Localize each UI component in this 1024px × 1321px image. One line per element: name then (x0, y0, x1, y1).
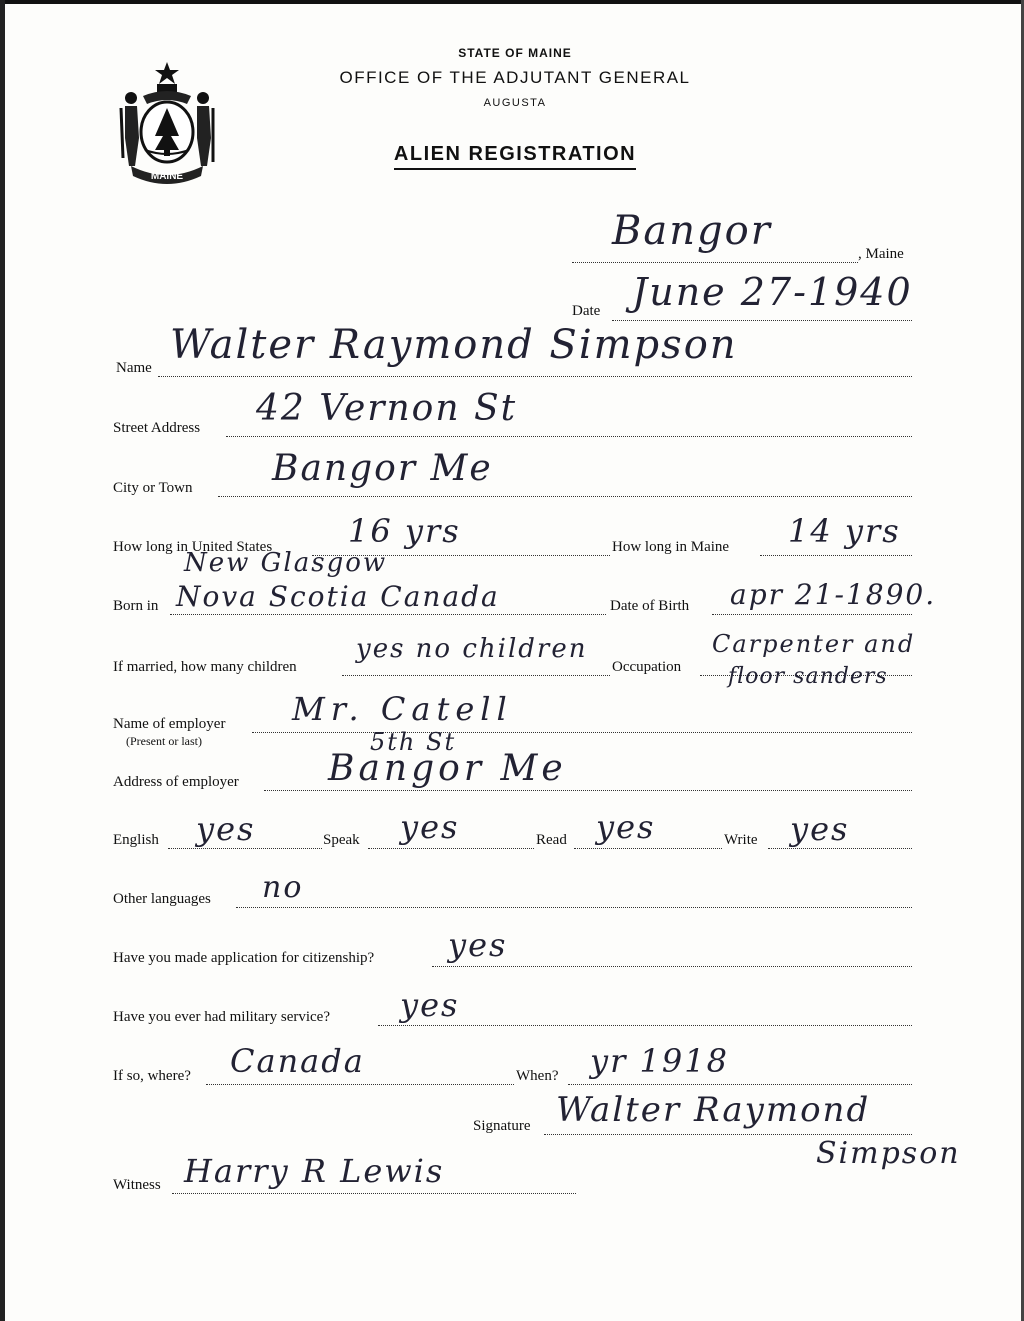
witness-label: Witness (113, 1177, 161, 1193)
where-line (206, 1084, 514, 1085)
other-languages-label: Other languages (113, 891, 211, 907)
other-languages-value: no (262, 870, 304, 905)
married-children-label: If married, how many children (113, 659, 297, 675)
maine-label: , Maine (858, 246, 904, 262)
city-label: City or Town (113, 480, 193, 496)
speak-line (368, 848, 534, 849)
write-value: yes (790, 810, 850, 848)
where-label: If so, where? (113, 1068, 191, 1084)
city-line (218, 496, 912, 497)
born-in-value-line1: New Glasgow (184, 548, 388, 578)
how-long-maine-line (760, 555, 912, 556)
employer-address-value-line1: 5th St (370, 728, 457, 756)
military-value: yes (400, 986, 460, 1024)
citizenship-label: Have you made application for citizenship? (113, 950, 375, 966)
read-line (574, 848, 722, 849)
witness-value: Harry R Lewis (184, 1152, 445, 1190)
header-state: STATE OF MAINE (458, 46, 572, 60)
date-label: Date (572, 303, 601, 319)
place-value: Bangor (612, 208, 772, 254)
street-address-value: 42 Vernon St (256, 388, 518, 429)
date-of-birth-line (712, 614, 912, 615)
write-line (768, 848, 912, 849)
occupation-value-line1: Carpenter and (712, 630, 916, 658)
military-line (378, 1025, 912, 1026)
other-languages-line (236, 907, 912, 908)
married-children-line (342, 675, 610, 676)
where-value: Canada (230, 1042, 365, 1080)
svg-text:MAINE: MAINE (150, 171, 184, 182)
speak-label: Speak (323, 832, 360, 848)
employer-address-label: Address of employer (113, 774, 239, 790)
city-value: Bangor Me (272, 448, 493, 489)
occupation-label: Occupation (612, 659, 682, 675)
married-children-value: yes no children (356, 634, 588, 664)
employer-present-or-last-note: (Present or last) (126, 734, 202, 748)
read-label: Read (536, 832, 567, 848)
scan-border-top (0, 0, 1024, 4)
military-label: Have you ever had military service? (113, 1009, 330, 1025)
date-of-birth-value: apr 21-1890. (730, 578, 937, 611)
occupation-value-line2: floor sanders (728, 664, 888, 689)
citizenship-value: yes (448, 926, 508, 964)
how-long-maine-value: 14 yrs (788, 512, 901, 550)
english-value: yes (196, 810, 256, 848)
signature-line (544, 1134, 912, 1135)
name-value: Walter Raymond Simpson (170, 322, 738, 368)
when-line (568, 1084, 912, 1085)
born-in-line (170, 614, 606, 615)
how-long-us-value: 16 yrs (348, 512, 461, 550)
born-in-label: Born in (113, 598, 159, 614)
street-address-label: Street Address (113, 420, 201, 436)
employer-address-line (264, 790, 912, 791)
how-long-us-label: How long in United States (113, 539, 273, 555)
signature-value-line1: Walter Raymond (556, 1090, 871, 1130)
when-label: When? (516, 1068, 559, 1084)
witness-line (172, 1193, 576, 1194)
scan-border-left (0, 0, 5, 1321)
date-line (612, 320, 912, 321)
employer-name-label: Name of employer (113, 716, 226, 732)
name-label: Name (116, 360, 152, 376)
employer-name-line (252, 732, 912, 733)
date-value: June 27-1940 (632, 270, 913, 314)
when-value: yr 1918 (590, 1042, 729, 1080)
place-line (572, 262, 858, 263)
header-city: AUGUSTA (483, 97, 547, 109)
signature-label: Signature (473, 1118, 531, 1134)
employer-name-value: Mr. Catell (292, 690, 513, 728)
write-label: Write (724, 832, 758, 848)
street-address-line (226, 436, 912, 437)
employer-address-value-line2: Bangor Me (328, 748, 567, 789)
header-office: OFFICE OF THE ADJUTANT GENERAL (339, 68, 691, 87)
form-title: ALIEN REGISTRATION (0, 143, 1024, 166)
how-long-maine-label: How long in Maine (612, 539, 730, 555)
speak-value: yes (400, 808, 460, 846)
name-line (158, 376, 912, 377)
born-in-value-line2: Nova Scotia Canada (176, 580, 500, 613)
citizenship-line (432, 966, 912, 967)
date-of-birth-label: Date of Birth (610, 598, 690, 614)
english-line (168, 848, 322, 849)
english-label: English (113, 832, 159, 848)
read-value: yes (596, 808, 656, 846)
signature-value-line2: Simpson (816, 1136, 961, 1171)
